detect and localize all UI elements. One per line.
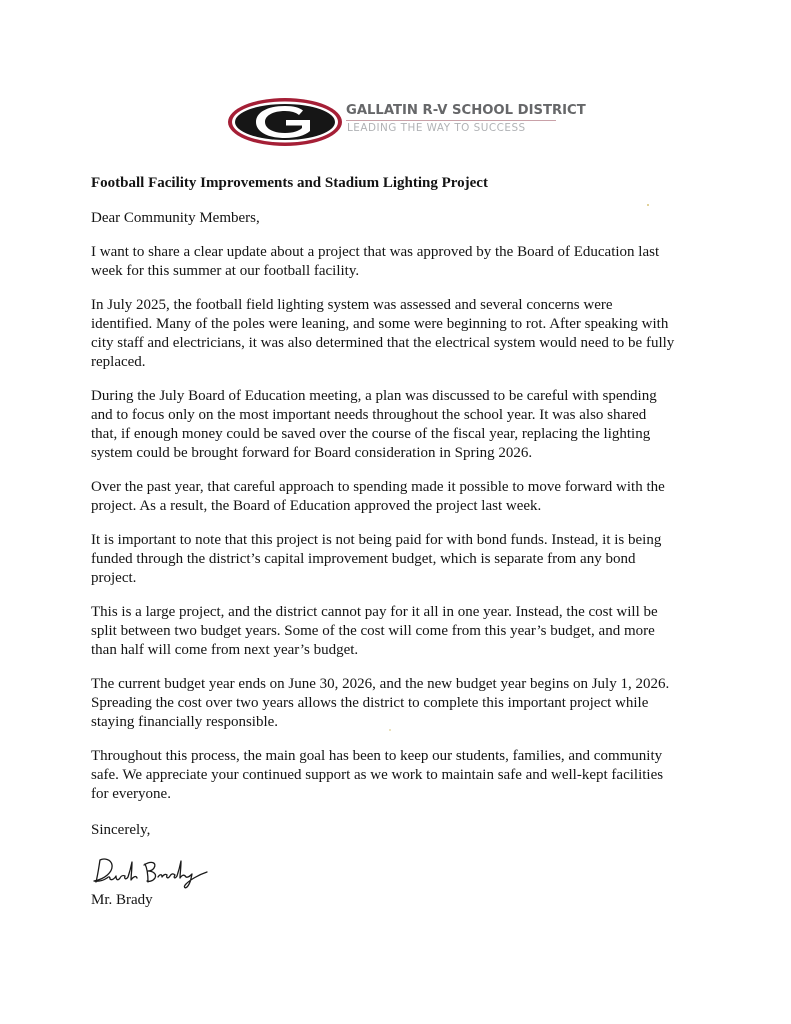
district-tagline: LEADING THE WAY TO SUCCESS — [347, 122, 526, 134]
district-name: GALLATIN R-V SCHOOL DISTRICT — [346, 103, 586, 118]
body-paragraph: Over the past year, that careful approach to spending made it possible to move forward with the project. As a result, the Board of Education approved the project last week. — [91, 479, 665, 514]
letter-body — [91, 243, 703, 819]
district-logo — [226, 96, 344, 148]
letter-closing: Sincerely, — [91, 822, 151, 838]
letter-greeting: Dear Community Members, — [91, 210, 260, 226]
body-paragraph: I want to share a clear update about a project that was approved by the Board of Education last week for this summer at our football facility. — [91, 244, 660, 279]
body-paragraph: Throughout this process, the main goal has been to keep our students, families, and community safe. We appreciate your continued support as we work to maintain safe and well-kept facilities for everyone. — [91, 748, 664, 802]
letter-title: Football Facility Improvements and Stadium Lighting Project — [91, 175, 488, 191]
body-paragraph: This is a large project, and the district cannot pay for it all in one year. Instead, the cost will be split between two budget years. Some of the cost will come from this year’s budget, and more than half will come from next year’s budget. — [91, 604, 658, 658]
signer-name: Mr. Brady — [91, 892, 153, 908]
body-paragraph: The current budget year ends on June 30, 2026, and the new budget year begins on July 1, 2026. Spreading the cost over two years allows the district to complete this important project while staying financially responsible. — [91, 676, 670, 730]
tagline-rule — [346, 120, 556, 121]
letterhead — [226, 96, 586, 148]
body-paragraph: It is important to note that this project is not being paid for with bond funds. Instead, it is being funded through the district’s capital improvement budget, which is separate from any bond project. — [91, 532, 662, 586]
handwritten-signature — [90, 852, 212, 892]
scan-speck — [647, 204, 649, 206]
body-paragraph: In July 2025, the football field lighting system was assessed and several concerns were identified. Many of the poles were leaning, and some were beginning to rot. After speaking with city staff and electricians, it was also determined that the electrical system would need to be fully replaced. — [91, 297, 675, 370]
body-paragraph: During the July Board of Education meeting, a plan was discussed to be careful with spending and to focus only on the most important needs throughout the school year. It was also shared that, if enough money could be saved over the course of the fiscal year, replacing the lighting system could be brought forward for Board consideration in Spring 2026. — [91, 388, 657, 461]
scan-speck — [389, 729, 391, 731]
